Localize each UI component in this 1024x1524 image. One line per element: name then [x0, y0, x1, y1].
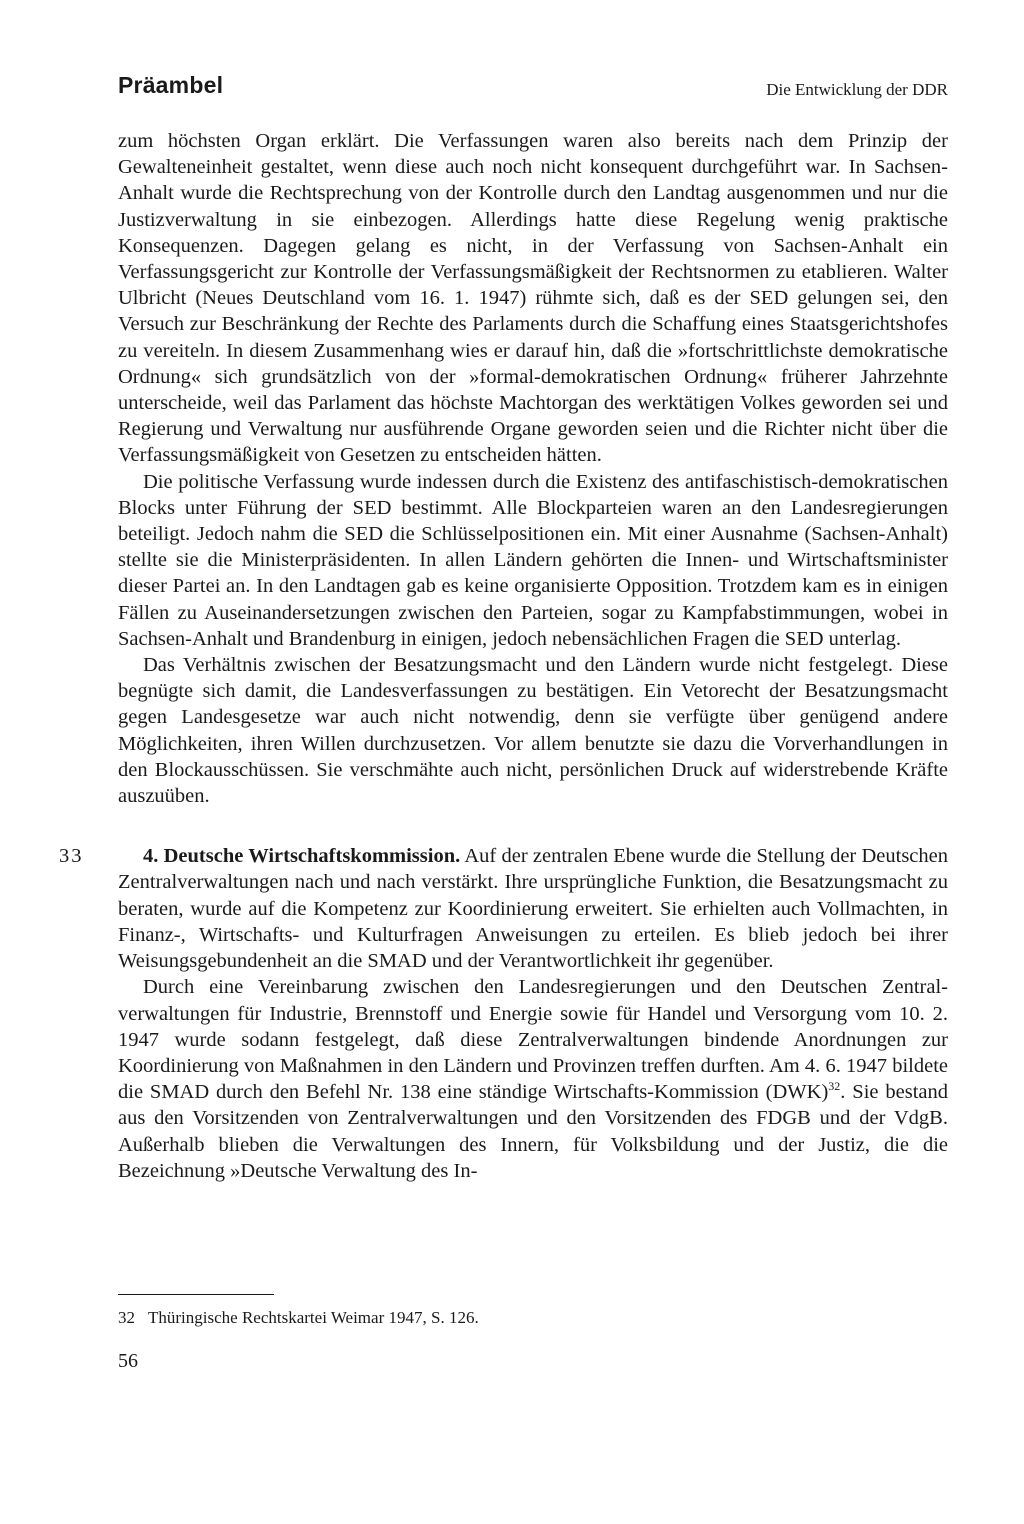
paragraph-text-before-note: Durch eine Vereinbarung zwischen den Landesregierungen und den Deutschen Zentralverwaltungen für Industrie, Brennstoff und Energie sowie für Handel und Versorgung vom 10. 2. 1947 wurde sodann festgelegt, daß diese Zentralverwaltungen bindende Anordnungen zur Koordinierung von Maßnahmen in den Ländern und Provinzen treffen durften. Am 4. 6. 1947 bildete die SMAD durch den Befehl Nr. 138 eine ständige Wirtschafts-Kommission (DWK): [118, 976, 948, 1104]
section-heading: 4. Deutsche Wirtschaftskommission.: [143, 845, 461, 868]
body-text: [59, 128, 949, 1184]
paragraph: Das Verhältnis zwischen der Besatzungsmacht und den Ländern wurde nicht festgelegt. Diese begnügte sich damit, die Landesverfassungen zu bestätigen. Ein Vetorecht der Besatzungsmacht gegen Landesgesetze war auch nicht notwendig, denn sie verfügte über genügend andere Möglichkeiten, ihren Willen durchzusetzen. Vor allem benutzte sie dazu die Vorverhandlungen in den Blockausschüssen. Sie verschmähte auch nicht, persönlichen Druck auf widerstrebende Kräfte auszuüben.: [118, 654, 948, 808]
footnote-text: Thüringische Rechtskartei Weimar 1947, S. 126.: [148, 1308, 479, 1327]
section-paragraph: [59, 843, 949, 974]
margin-number: 33: [59, 845, 84, 868]
section-paragraph-text: Auf der zentralen Ebene wurde die Stellung der Deutschen Zentralverwaltungen nach und nach verstärkt. Ihre ursprüngliche Funktion, die Besatzungsmacht zu beraten, wurde auf die Kompetenz zur Koordinierung erweitert. Sie erhielten auch Vollmachten, in Finanz-, Wirtschafts- und Kulturfragen Anweisungen zu erteilen. Es blieb jedoch bei ihrer Weisungsgebundenheit an die SMAD und der Verantwortlichkeit ihr gegenüber.: [118, 845, 949, 973]
page-number: 56: [118, 1350, 138, 1372]
running-head-section-title: Präambel: [118, 72, 224, 98]
footnote-number: 32: [118, 1308, 135, 1327]
paragraph: [118, 974, 948, 1184]
footnote: [118, 1308, 479, 1328]
paragraph: Die politische Verfassung wurde indessen durch die Existenz des antifaschistisch-demokratischen Blocks unter Führung der SED bestimmt. Alle Blockparteien waren an den Landesregierungen beteiligt. Jedoch nahm die SED die Schlüsselpositionen ein. Mit einer Ausnahme (Sachsen-Anhalt) stellte sie die Ministerpräsidenten. In allen Ländern gehörten die Innen- und Wirtschaftsminister dieser Partei an. In den Landtagen gab es keine organisierte Opposition. Trotzdem kam es in einigen Fällen zu Auseinandersetzungen zwischen den Parteien, sogar zu Kampfabstimmungen, wobei in Sachsen-Anhalt und Brandenburg in einigen, jedoch nebensächlichen Fragen die SED unterlag.: [118, 470, 948, 650]
footnote-divider: [118, 1294, 274, 1295]
footnote-reference: 32: [828, 1079, 841, 1094]
paragraph: zum höchsten Organ erklärt. Die Verfassungen waren also bereits nach dem Prinzip der Gewalteneinheit gestaltet, wenn diese auch noch nicht konsequent durchgeführt war. In Sachsen-Anhalt wurde die Rechtsprechung von der Kontrolle durch den Landtag ausgenommen und nur die Justizverwaltung in sie einbezogen. Allerdings hatte diese Regelung wenig praktische Konsequenzen. Dagegen gelang es nicht, in der Verfassung von Sachsen-Anhalt ein Verfassungsgericht zur Kontrolle der Verfassungsmäßigkeit der Rechtsnormen zu etablieren. Walter Ulbricht (Neues Deutschland vom 16. 1. 1947) rühmte sich, daß es der SED gelungen sei, den Versuch zur Beschränkung der Rechte des Parlaments durch die Schaffung eines Staatsgerichtshofes zu vereiteln. In diesem Zusammenhang wies er darauf hin, daß die »fortschrittlichste demokratische Ordnung« sich grundsätzlich von der »formal-demokratischen Ordnung« früherer Jahrzehnte unterscheide, weil das Parlament das höchste Machtorgan des werktätigen Volkes geworden sei und Regierung und Verwaltung nur ausführende Organe geworden seien und die Richter nicht über die Verfassungsmäßigkeit von Gesetzen zu entscheiden hätten.: [118, 130, 948, 467]
running-head-chapter-title: Die Entwicklung der DDR: [766, 80, 948, 99]
section-spacer: [118, 809, 948, 843]
paragraph-text-after-note: . Sie bestand aus den Vorsitzenden von Zentralverwaltungen und den Vorsitzenden des FDGB und der VdgB. Außerhalb blieben die Verwaltungen des Innern, für Volksbildung und der Justiz, die die Bezeichnung »Deutsche Verwaltung des In-: [118, 1081, 948, 1182]
